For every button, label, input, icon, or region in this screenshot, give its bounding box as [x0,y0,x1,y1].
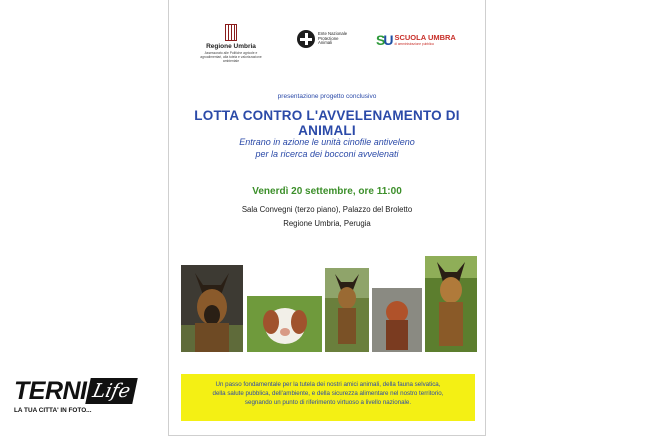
cross-badge-icon [297,30,315,48]
event-place [169,203,485,230]
regione-umbria-logo [199,24,263,63]
dog-photo-3 [325,268,369,352]
event-poster [168,0,486,436]
ternilife-brand-b: Life [85,378,138,404]
regione-subtitle: Assessorato alle Politiche agricole e agroalimentari, alla tutela e valorizzazione ambientale [200,51,262,63]
regione-name: Regione Umbria [206,43,256,50]
place-line-2: Regione Umbria, Perugia [283,218,371,228]
scuola-subtitle: di amministrazione pubblica [394,42,434,46]
enpa-name: Ente Nazionale Protezione Animali [318,30,348,46]
subtitle-line-2: per la ricerca dei bocconi avvelenati [255,149,399,159]
poster-subtitle [169,136,485,160]
box-line-2: della salute pubblica, dell'ambiente, e della sicurezza alimentare nel nostro territorio, [212,390,444,398]
dog-photo-1 [181,265,243,352]
watermark [14,378,134,414]
ternilife-brand-a: TERNI [14,377,87,405]
regione-crest-icon [225,24,237,41]
poster-title: LOTTA CONTRO L'AVVELENAMENTO DI ANIMALI [194,108,460,138]
ternilife-tagline: LA TUA CITTA' IN FOTO... [14,407,92,414]
event-date: Venerdì 20 settembre, ore 11:00 [252,186,402,197]
dog-photo-4 [372,288,422,352]
dog-photo-5 [425,256,477,352]
scuola-name: SCUOLA UMBRA [394,33,456,42]
highlight-box [181,374,475,421]
box-line-3: segnando un punto di riferimento virtuoso a livello nazionale. [244,399,412,407]
box-line-1: Un passo fondamentale per la tutela dei nostri amici animali, della fauna selvatica, [215,381,441,388]
enpa-logo [297,30,348,48]
subtitle-line-1: Entrano in azione le unità cinofile antiveleno [239,137,415,147]
su-mark-icon: SU [376,32,392,48]
place-line-1: Sala Convegni (terzo piano), Palazzo del Broletto [241,205,413,214]
dog-photo-2 [247,296,322,352]
presentation-label: presentazione progetto conclusivo [277,93,377,100]
scuola-umbra-logo [376,32,456,48]
ternilife-logo [14,378,134,404]
